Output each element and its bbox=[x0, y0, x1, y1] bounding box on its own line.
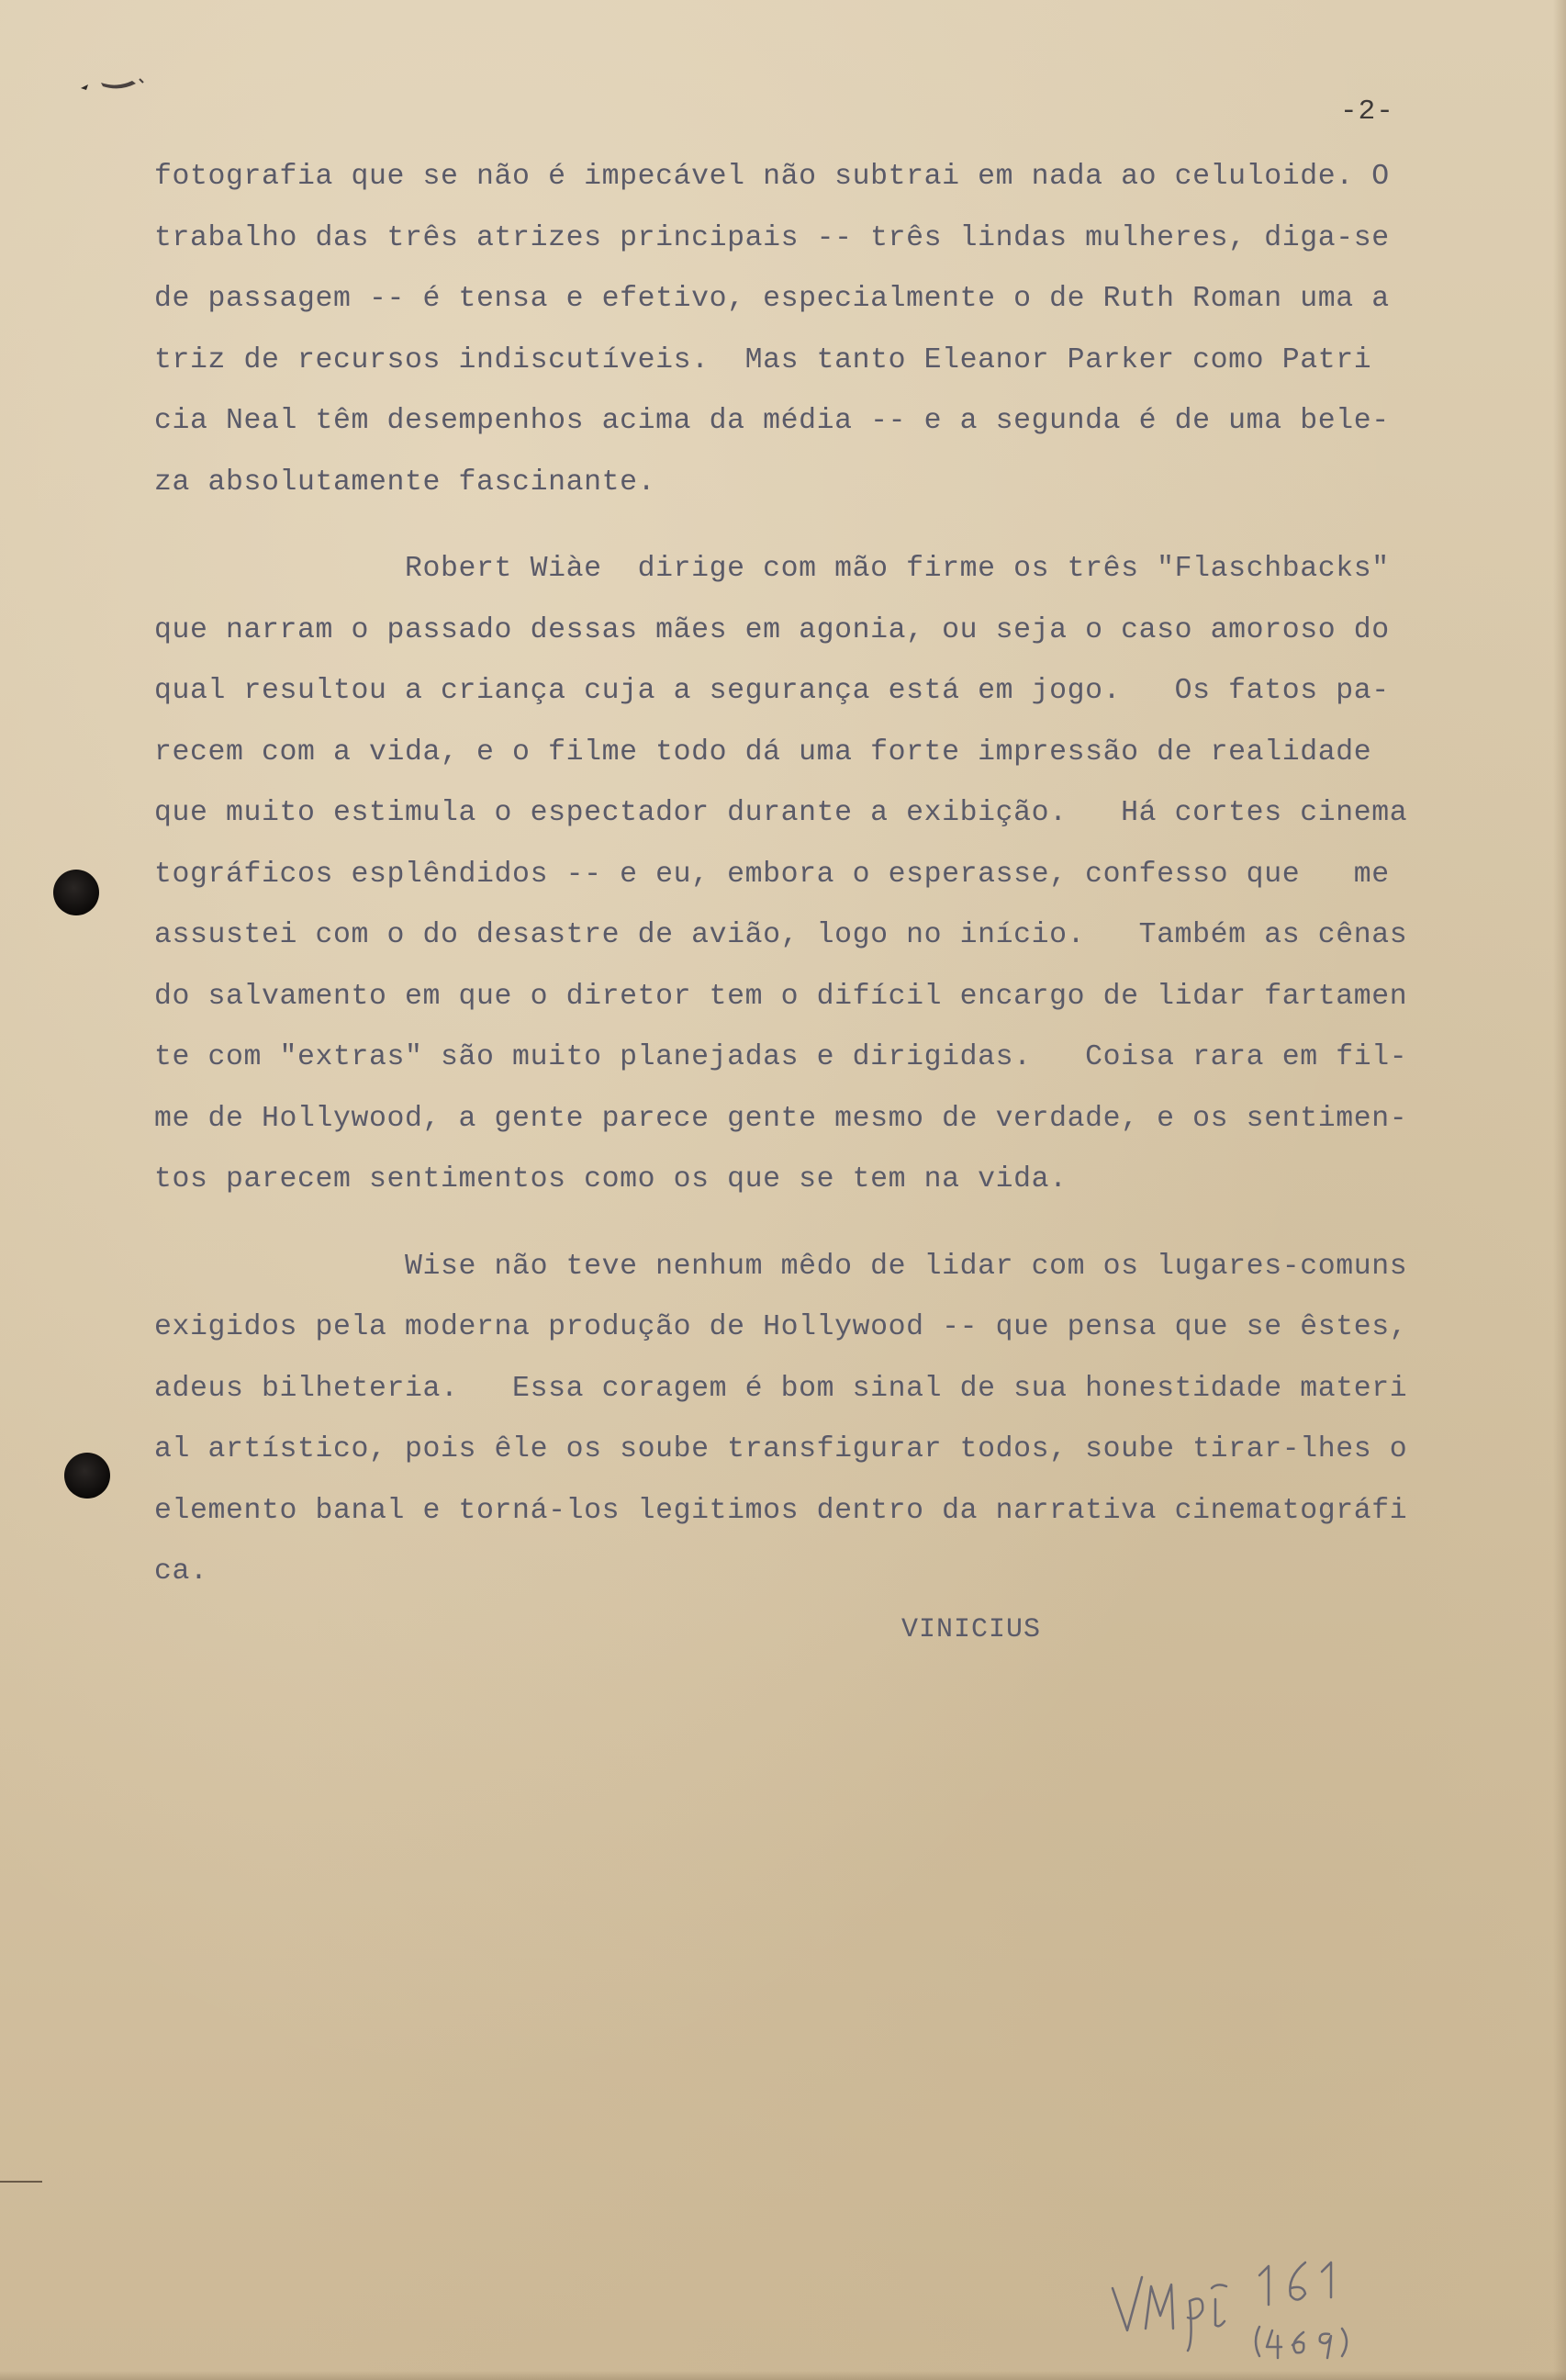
text-line: cia Neal têm desempenhos acima da média -- e a segunda é de uma bele- bbox=[154, 405, 1390, 437]
text-line: de passagem -- é tensa e efetivo, especialmente o de Ruth Roman uma a bbox=[154, 283, 1390, 315]
text-line: al artístico, pois êle os soube transfigurar todos, soube tirar-lhes o bbox=[154, 1433, 1408, 1465]
page-number: -2- bbox=[1340, 95, 1394, 128]
text-line: tográficos esplêndidos -- e eu, embora o esperasse, confesso que me bbox=[154, 858, 1390, 891]
text-line: do salvamento em que o diretor tem o difícil encargo de lidar fartamen bbox=[154, 980, 1408, 1013]
text-line: Wise não teve nenhum mêdo de lidar com os lugares-comuns bbox=[154, 1250, 1408, 1283]
archive-handwritten-note bbox=[1102, 2240, 1404, 2369]
ink-mark bbox=[75, 75, 176, 97]
text-line: trabalho das três atrizes principais -- três lindas mulheres, diga-se bbox=[154, 221, 1390, 254]
paragraph-1 bbox=[154, 147, 1458, 513]
text-line: ca. bbox=[154, 1555, 208, 1588]
text-line: que narram o passado dessas mães em agonia, ou seja o caso amoroso do bbox=[154, 613, 1390, 646]
paper-bottom-shadow bbox=[0, 2371, 1566, 2380]
text-line: te com "extras" são muito planejadas e dirigidas. Coisa rara em fil- bbox=[154, 1041, 1408, 1073]
edge-mark bbox=[0, 2181, 42, 2183]
text-line: Robert Wiàe dirige com mão firme os três "Flaschbacks" bbox=[154, 553, 1390, 585]
text-line: recem com a vida, e o filme todo dá uma forte impressão de realidade bbox=[154, 735, 1372, 769]
text-line: tos parecem sentimentos como os que se tem na vida. bbox=[154, 1163, 1068, 1196]
text-line: que muito estimula o espectador durante a exibição. Há cortes cinema bbox=[154, 797, 1408, 829]
text-line: fotografia que se não é impecável não subtrai em nada ao celuloide. O bbox=[154, 161, 1390, 193]
text-line: qual resultou a criança cuja a segurança está em jogo. Os fatos pa- bbox=[154, 675, 1390, 707]
paragraph-3 bbox=[154, 1237, 1458, 1603]
text-line: za absolutamente fascinante. bbox=[154, 466, 656, 499]
text-line: elemento banal e torná-los legitimos dentro da narrativa cinematográfi bbox=[154, 1494, 1408, 1527]
paper-edge-shadow bbox=[1553, 0, 1566, 2380]
text-line: exigidos pela moderna produção de Hollywood -- que pensa que se êstes, bbox=[154, 1311, 1408, 1343]
author-signature: VINICIUS bbox=[901, 1614, 1042, 1645]
text-line: assustei com o do desastre de avião, logo no início. Também as cênas bbox=[154, 919, 1408, 951]
text-line: triz de recursos indiscutíveis. Mas tanto Eleanor Parker como Patri bbox=[154, 343, 1372, 376]
paragraph-2 bbox=[154, 539, 1458, 1211]
typewritten-body bbox=[154, 147, 1458, 1603]
punch-hole bbox=[53, 870, 99, 915]
text-line: me de Hollywood, a gente parece gente mesmo de verdade, e os sentimen- bbox=[154, 1102, 1408, 1135]
text-line: adeus bilheteria. Essa coragem é bom sinal de sua honestidade materi bbox=[154, 1372, 1408, 1405]
punch-hole bbox=[64, 1453, 110, 1499]
